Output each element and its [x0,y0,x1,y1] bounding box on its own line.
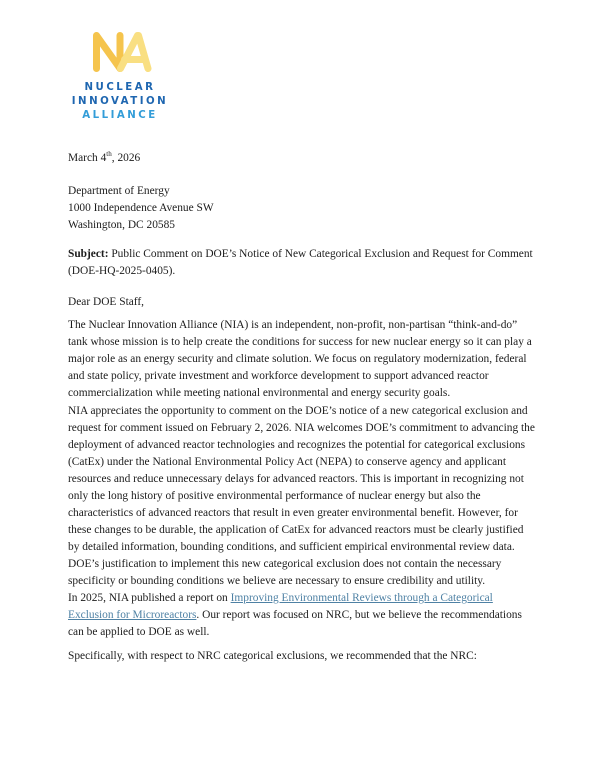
logo-line-nuclear: NUCLEAR [84,82,156,93]
nia-logo-monogram-icon [91,30,153,74]
recipient-address [68,183,536,234]
microreactor-report-link[interactable]: Improving Environmental Reviews through a Categorical Exclusion for Microreactors [68,592,493,621]
subject-label: Subject: [68,248,109,260]
subject-text: Public Comment on DOE’s Notice of New Categorical Exclusion and Request for Comment (DOE-HQ-2025-0405). [68,248,533,277]
recipient-line-street: 1000 Independence Avenue SW [68,202,214,214]
report-reference-before: In 2025, NIA published a report on [68,592,231,604]
salutation: Dear DOE Staff, [68,296,145,308]
recipient-line-city: Washington, DC 20585 [68,219,175,231]
recipient-line-org: Department of Energy [68,185,170,197]
logo-line-innovation: INNOVATION [71,96,169,107]
monogram-a-icon [121,36,149,69]
subject-line [68,246,536,280]
report-reference-after: . Our report was focused on NRC, but we believe the recommendations can be applied to DOE as well. [68,609,522,638]
date-text: March 4 [68,152,107,164]
paragraph-nrc-recommendations-lead: Specifically, with respect to NRC categorical exclusions, we recommended that the NRC: [68,650,477,662]
date-ordinal-superscript: th [106,150,112,159]
paragraph-nia-intro: The Nuclear Innovation Alliance (NIA) is an independent, non-profit, non-partisan “think-and-do” tank whose mission is to help create the conditions for success for new nuclear energy so it can play a major role as an energy security and climate solution. We focus on regulatory modernization, federal and state policy, private investment and workforce development to support advanced reactor commercialization while meeting national environmental and energy security goals. [68,319,532,399]
date-year: , 2026 [111,152,141,164]
letter-body [68,150,536,665]
paragraph-catex-comment: NIA appreciates the opportunity to comment on the DOE’s notice of a new categorical exclusion and request for comment issued on February 2, 2026. NIA welcomes DOE’s commitment to advancing the deployment of advanced reactor technologies and recognizes the potential for categorical exclusions (CatEx) under the National Environmental Policy Act (NEPA) to conserve agency and applicant resources and reduce unnecessary delays for advanced reactors. This is important in recognizing not only the long history of positive environmental performance of nuclear energy but also the characteristics of advanced reactors that result in even greater environmental benefit. However, for these changes to be durable, the application of CatEx for advanced reactors must be clearly justified by detailed information, bounding conditions, and sufficient empirical environmental review data. DOE’s justification to implement this new categorical exclusion does not contain the necessary specificity or bounding conditions we believe are necessary to ensure credibility and utility. [68,405,535,587]
logo-line-alliance: ALLIANCE [82,110,158,121]
nia-logo-wordmark [55,81,185,123]
monogram-n-icon [97,36,121,69]
paragraph-report-reference [68,590,536,641]
letter-date [68,150,536,167]
